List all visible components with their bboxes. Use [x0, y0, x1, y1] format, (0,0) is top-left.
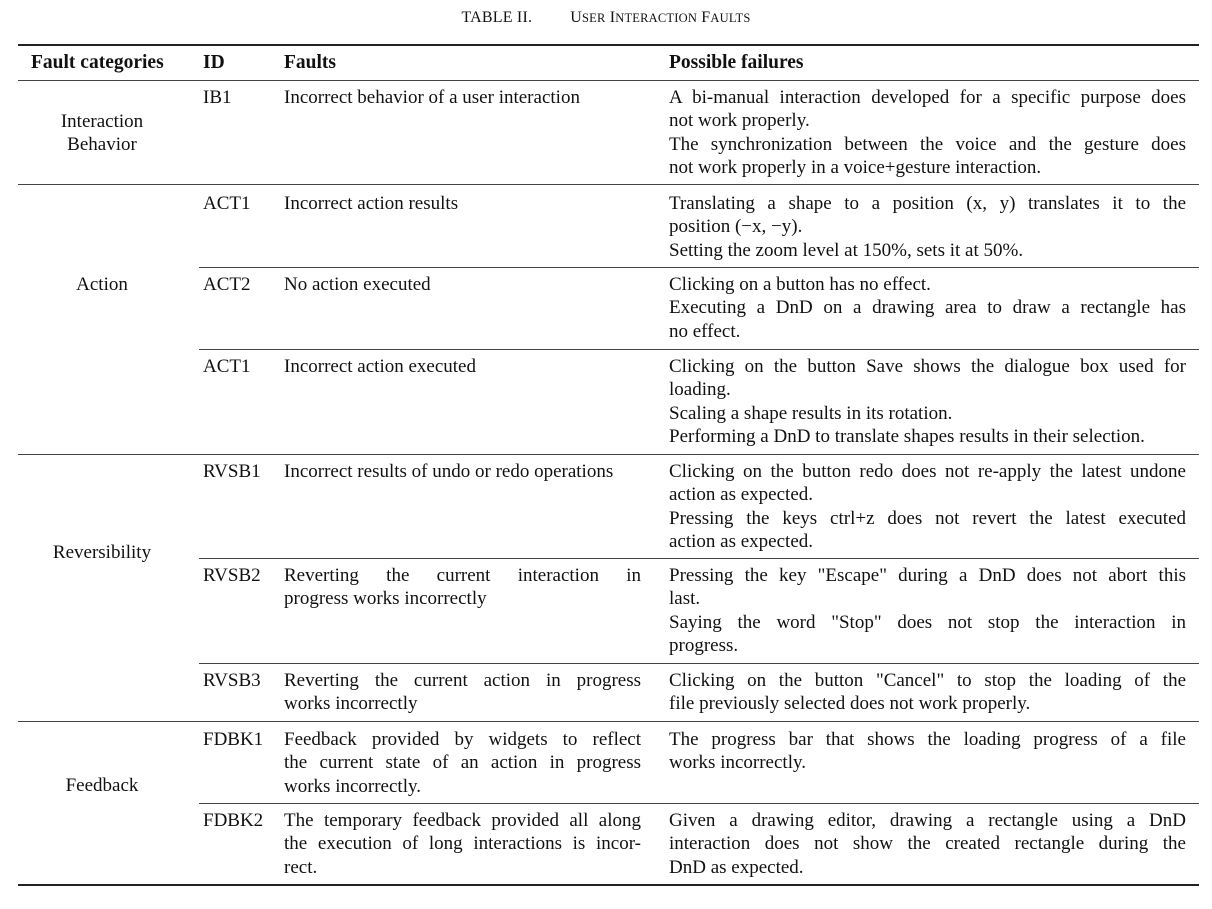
fault-description	[284, 355, 641, 378]
failure-line: The synchronization between the voice and the gesture does	[669, 133, 1186, 155]
failure-line: no effect.	[669, 320, 741, 342]
fault-description	[284, 809, 641, 879]
fault-id: FDBK2	[203, 810, 264, 831]
failure-line: action as expected.	[669, 484, 814, 506]
row-rule	[199, 663, 1199, 664]
fault-line: works incorrectly.	[284, 775, 421, 797]
fault-line: rect.	[284, 856, 318, 878]
fault-description	[284, 669, 641, 716]
failure-line: Pressing the key "Escape" during a DnD does not abort this	[669, 565, 1186, 586]
table-caption	[0, 8, 1212, 28]
fault-description	[284, 273, 641, 296]
possible-failures	[669, 192, 1186, 262]
possible-failures	[669, 564, 1186, 657]
failure-line: last.	[669, 588, 701, 610]
fault-id: RVSB2	[203, 565, 261, 586]
failure-line: A bi-manual interaction developed for a specific purpose does	[669, 87, 1186, 108]
failure-line: Given a drawing editor, drawing a rectangle using a DnD	[669, 810, 1186, 831]
fault-id: ACT2	[203, 274, 251, 295]
row-rule	[199, 267, 1199, 268]
table-top-rule	[18, 44, 1199, 46]
header-id: ID	[203, 52, 225, 73]
failure-line: file previously selected does not work properly.	[669, 693, 1031, 715]
failure-line: Clicking on a button has no effect.	[669, 274, 931, 295]
title-rest: AULTS	[710, 11, 751, 25]
failure-line: loading.	[669, 379, 731, 401]
failure-line: action as expected.	[669, 530, 814, 552]
failure-line: Clicking on the button Save shows the dialogue box used for	[669, 356, 1186, 377]
category-line: Reversibility	[52, 542, 152, 563]
possible-failures	[669, 460, 1186, 553]
failure-line: Translating a shape to a position (x, y) translates it to the	[669, 193, 1186, 214]
header-faults: Faults	[284, 52, 337, 73]
failure-line: Pressing the keys ctrl+z does not revert the latest executed	[669, 507, 1186, 529]
fault-id: ACT1	[203, 356, 251, 377]
fault-line: Incorrect results of undo or redo operations	[284, 461, 614, 482]
category-line: Feedback	[65, 775, 139, 796]
category-line: Action	[76, 274, 128, 295]
failure-line: Clicking on the button "Cancel" to stop the loading of the	[669, 670, 1186, 691]
fault-line: No action executed	[284, 274, 431, 295]
fault-description	[284, 564, 641, 611]
group-rule	[18, 454, 1199, 455]
failure-line: Setting the zoom level at 150%, sets it at 50%.	[669, 239, 1024, 261]
fault-id: RVSB1	[203, 461, 261, 482]
header-possible-failures: Possible failures	[669, 52, 804, 73]
failure-line: Clicking on the button redo does not re-apply the latest undone	[669, 461, 1186, 482]
group-rule	[18, 721, 1199, 722]
failure-line: Scaling a shape results in its rotation.	[669, 402, 953, 424]
title-rest: NTERACTION	[615, 11, 698, 25]
row-rule	[199, 349, 1199, 350]
fault-id: RVSB3	[203, 670, 261, 691]
category-line: Behavior	[67, 134, 137, 156]
fault-description	[284, 460, 641, 483]
failure-line: not work properly.	[669, 110, 810, 132]
category-reversibility	[18, 541, 186, 564]
fault-line: the execution of long interactions is incor-	[284, 833, 641, 855]
fault-id: IB1	[203, 87, 232, 108]
category-feedback	[18, 774, 186, 797]
fault-line: Incorrect behavior of a user interaction	[284, 87, 580, 108]
failure-line: not work properly in a voice+gesture interaction.	[669, 156, 1042, 178]
fault-description	[284, 728, 641, 798]
header-fault-categories: Fault categories	[31, 52, 164, 73]
possible-failures	[669, 669, 1186, 716]
row-rule	[199, 558, 1199, 559]
title-initial: I	[609, 9, 616, 26]
possible-failures	[669, 809, 1186, 879]
failure-line: Executing a DnD on a drawing area to draw a rectangle has	[669, 297, 1186, 319]
title-initial: F	[701, 9, 711, 26]
failure-line: position (−x, −y).	[669, 216, 803, 238]
table-number: TABLE II.	[461, 9, 533, 26]
table-bottom-rule	[18, 884, 1199, 886]
failure-line: Performing a DnD to translate shapes results in their selection.	[669, 425, 1145, 447]
fault-description	[284, 86, 641, 109]
possible-failures	[669, 86, 1186, 179]
group-rule	[18, 184, 1199, 185]
failure-line: DnD as expected.	[669, 856, 804, 878]
title-initial: U	[570, 9, 582, 26]
fault-line: progress works incorrectly	[284, 588, 487, 610]
failure-line: interaction does not show the created rectangle during the	[669, 833, 1186, 855]
category-line: Interaction	[60, 111, 144, 132]
category-action	[18, 273, 186, 296]
fault-line: the current state of an action in progress	[284, 752, 641, 774]
failure-line: works incorrectly.	[669, 752, 806, 774]
category-interaction-behavior	[18, 110, 186, 157]
fault-line: Feedback provided by widgets to reflect	[284, 729, 641, 750]
header-rule	[18, 80, 1199, 81]
fault-description	[284, 192, 641, 215]
row-rule	[199, 803, 1199, 804]
failure-line: Saying the word "Stop" does not stop the interaction in	[669, 611, 1186, 633]
failure-line: progress.	[669, 634, 739, 656]
fault-line: The temporary feedback provided all along	[284, 810, 641, 831]
title-rest: SER	[581, 11, 606, 25]
possible-failures	[669, 728, 1186, 775]
fault-line: Incorrect action executed	[284, 356, 476, 377]
fault-id: FDBK1	[203, 729, 264, 750]
possible-failures	[669, 355, 1186, 448]
fault-line: Reverting the current action in progress	[284, 670, 641, 691]
possible-failures	[669, 273, 1186, 343]
fault-line: Reverting the current interaction in	[284, 565, 641, 586]
failure-line: The progress bar that shows the loading progress of a file	[669, 729, 1186, 750]
fault-line: Incorrect action results	[284, 193, 459, 214]
fault-id: ACT1	[203, 193, 251, 214]
fault-line: works incorrectly	[284, 693, 418, 715]
